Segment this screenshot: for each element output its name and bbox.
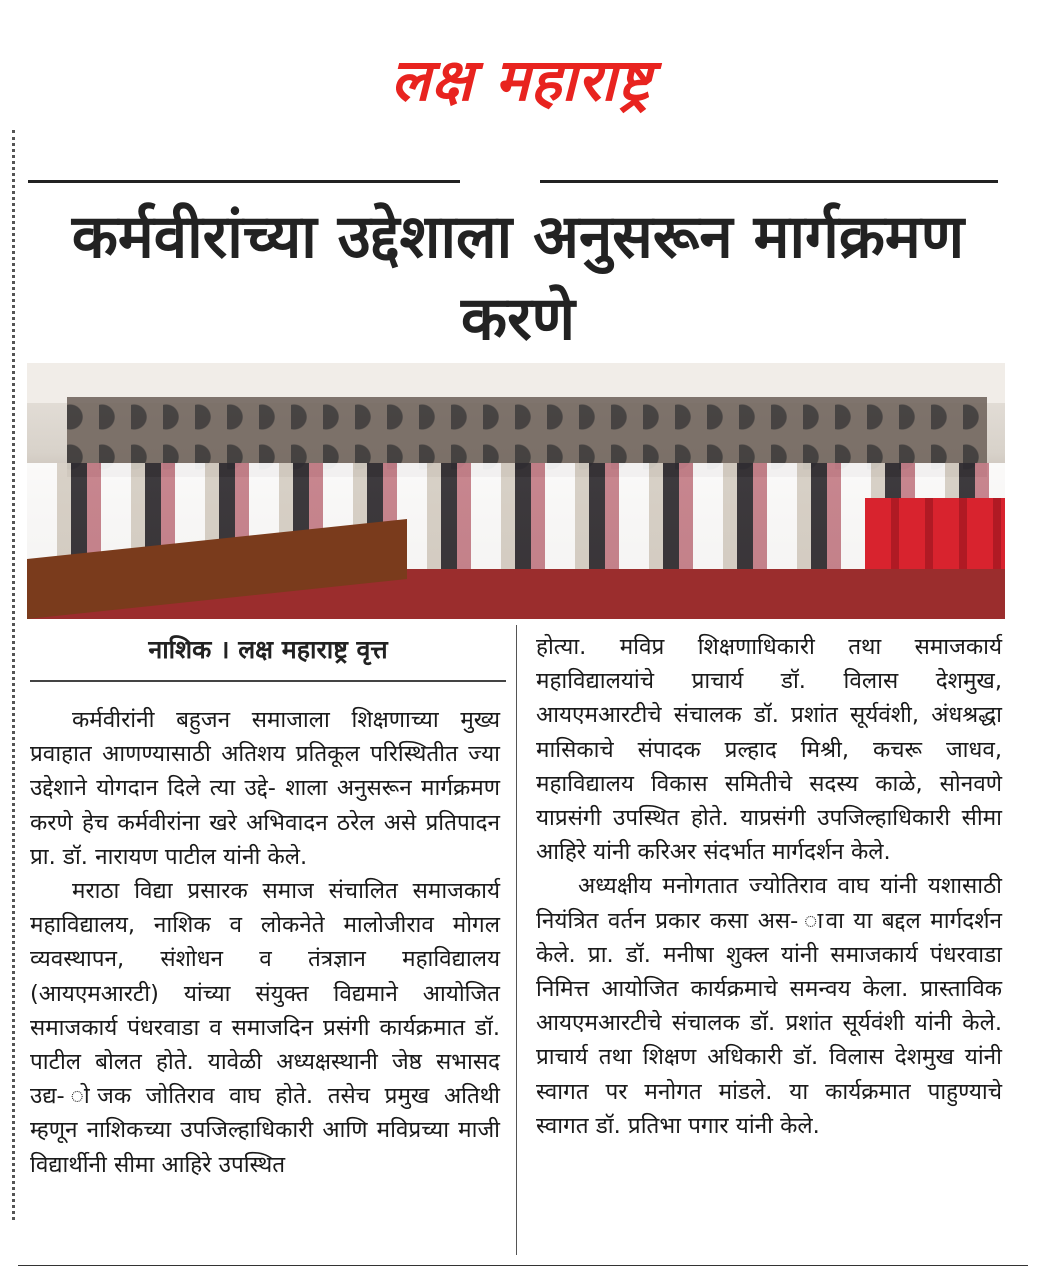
page-bottom-rule bbox=[18, 1265, 1028, 1266]
event-group-photo bbox=[27, 363, 1005, 619]
headline-line-1: कर्मवीरांच्या उद्देशाला अनुसरून मार्गक्रमण करणे bbox=[71, 202, 965, 354]
masthead-logo: लक्ष महाराष्ट्र bbox=[390, 46, 653, 114]
article-paragraph: होत्या. मविप्र शिक्षणाधिकारी तथा समाजकार्य महाविद्यालयांचे प्राचार्य डॉ. विलास देशमुख, आयएमआरटीचे संचालक डॉ. प्रशांत सूर्यवंशी, अंधश्रद्धा मासिकाचे संपादक प्रल्हाद मिश्री, कचरू जाधव, महाविद्यालय विकास समितीचे सदस्य काळे, सोनवणे याप्रसंगी उपस्थित होते. याप्रसंगी उपजिल्हाधिकारी सीमा आहिरे यांनी करिअर संदर्भात मार्गदर्शन केले. bbox=[536, 634, 1002, 866]
article-paragraph: कर्मवीरांनी बहुजन समाजाला शिक्षणाच्या मुख्य प्रवाहात आणण्यासाठी अतिशय प्रतिकूल परिस्थितीत ज्या उद्देशाने योगदान दिले त्या उद्दे- शाला अनुसरून मार्गक्रमण करणे हेच कर्मवीरांना खरे अभिवादन ठरेल असे प्रतिपादन प्रा. डॉ. नारायण पाटील यांनी केले. bbox=[30, 707, 500, 870]
page-edge-dots bbox=[12, 130, 15, 1220]
article-paragraph: अध्यक्षीय मनोगतात ज्योतिराव वाघ यांनी यशासाठी नियंत्रित वर्तन प्रकार कसा अस- ावा या बद्दल मार्गदर्शन केले. प्रा. डॉ. मनीषा शुक्ल यांनी समाजकार्य पंधरवाडा निमित्त आयोजित कार्यक्रमाचे समन्वय केला. प्रास्ताविक आयएमआरटीचे संचालक डॉ. प्रशांत सूर्यवंशी यांनी केले. प्राचार्य तथा शिक्षण अधिकारी डॉ. विलास देशमुख यांनी स्वागत पर मनोगत मांडले. या कार्यक्रमात पाहुण्याचे स्वागत डॉ. प्रतिभा पगार यांनी केले. bbox=[536, 873, 1002, 1139]
byline-rule bbox=[30, 680, 506, 682]
rule-gap bbox=[460, 176, 540, 186]
article-column-right bbox=[536, 630, 1002, 1143]
column-divider bbox=[516, 625, 517, 1255]
article-paragraph: मराठा विद्या प्रसारक समाज संचालित समाजकार्य महाविद्यालय, नाशिक व लोकनेते मालोजीराव मोगल व्यवस्थापन, संशोधन व तंत्रज्ञान महाविद्यालय (आयएमआरटी) यांच्या संयुक्त विद्यमाने आयोजित समाजकार्य पंधरवाडा व समाजदिन प्रसंगी कार्यक्रमात डॉ. पाटील बोलत होते. यावेळी अध्यक्षस्थानी जेष्ठ सभासद उद्य- ोजक जोतिराव वाघ होते. तसेच प्रमुख अतिथी म्हणून नाशिकच्या उपजिल्हाधिकारी आणि मविप्रच्या माजी विद्यार्थीनी सीमा आहिरे उपस्थित bbox=[30, 878, 500, 1178]
article-column-left bbox=[30, 703, 500, 1182]
photo-chairs bbox=[865, 498, 1005, 578]
byline: नाशिक । लक्ष महाराष्ट्र वृत्त bbox=[148, 635, 388, 664]
